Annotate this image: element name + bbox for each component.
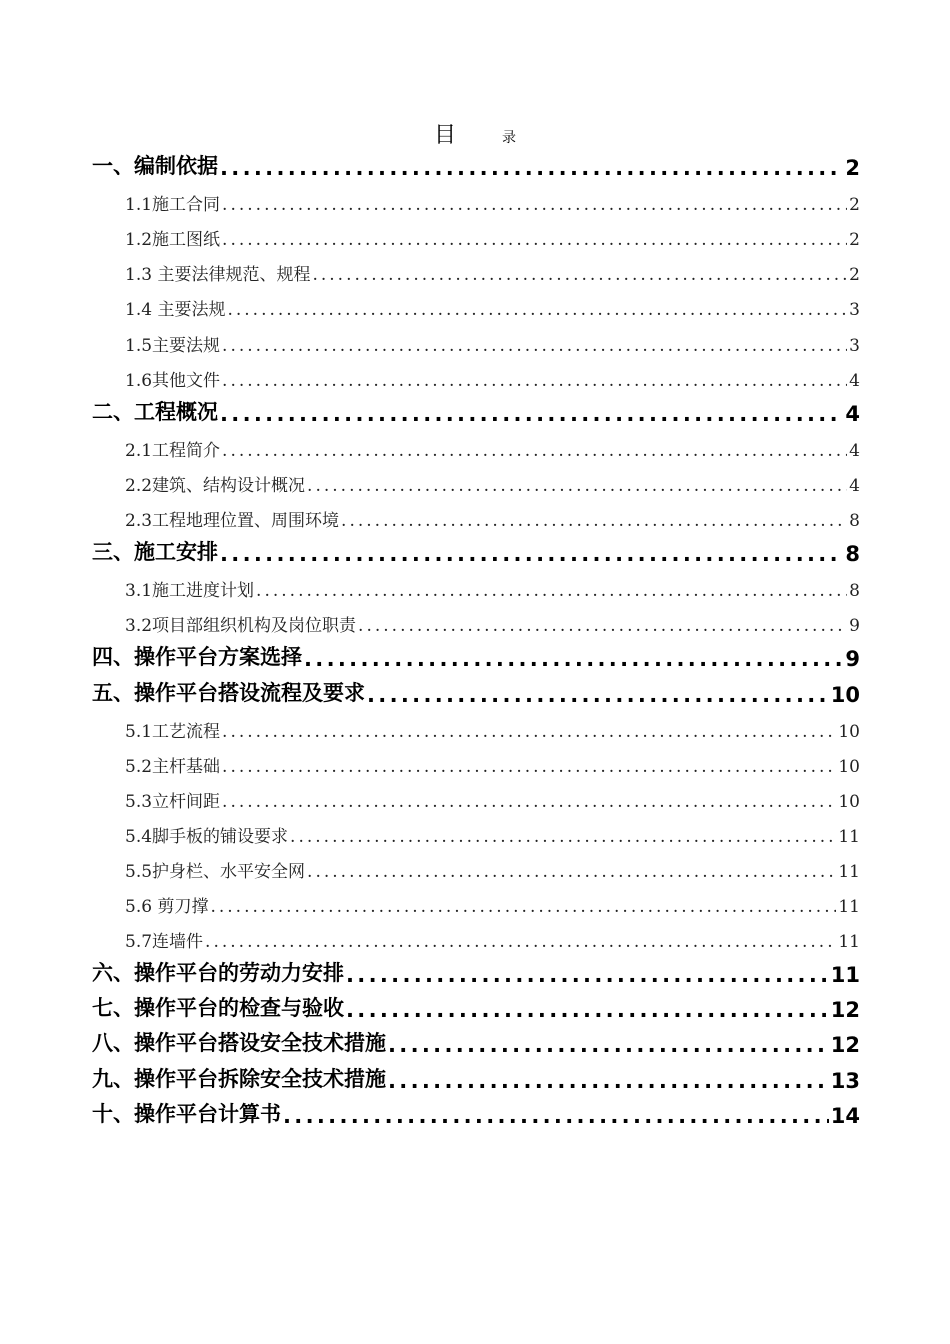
toc-entry-label: 2.1工程简介 (125, 440, 221, 461)
toc-section-entry[interactable] (92, 255, 860, 290)
toc-dot-leader (205, 932, 836, 952)
toc-page-number: 8 (849, 511, 860, 532)
toc-entry-label: 3.2项目部组织机构及岗位职责 (125, 616, 357, 637)
toc-page-number: 4 (849, 370, 860, 391)
toc-section-entry[interactable] (92, 185, 860, 220)
toc-entry-label: 1.6其他文件 (125, 370, 221, 391)
toc-dot-leader (304, 647, 843, 671)
toc-entry-label: 1.3 主要法律规范、规程 (125, 265, 311, 286)
toc-section-entry[interactable] (92, 220, 860, 255)
toc-dot-leader (220, 156, 843, 180)
toc-section-entry[interactable] (92, 431, 860, 466)
toc-page-number: 11 (838, 826, 860, 847)
toc-page-number: 10 (838, 721, 860, 742)
toc-section-entry[interactable] (92, 606, 860, 641)
toc-entry-label: 5.3立杆间距 (125, 791, 221, 812)
toc-dot-leader (222, 371, 847, 391)
toc-entry-label: 5.4脚手板的铺设要求 (125, 826, 289, 847)
toc-page-number: 4 (849, 475, 860, 496)
toc-dot-leader (220, 542, 843, 566)
toc-page-number: 12 (830, 1033, 860, 1058)
toc-entry-label: 三、施工安排 (92, 540, 218, 565)
toc-section-entry[interactable] (92, 782, 860, 817)
toc-chapter-entry[interactable] (92, 992, 860, 1027)
toc-section-entry[interactable] (92, 290, 860, 325)
toc-dot-leader (346, 963, 829, 987)
toc-page-number: 11 (838, 932, 860, 953)
toc-dot-leader (388, 1033, 829, 1057)
toc-section-entry[interactable] (92, 466, 860, 501)
toc-entry-label: 5.2主杆基础 (125, 756, 221, 777)
toc-page-number: 12 (830, 998, 860, 1023)
toc-chapter-entry[interactable] (92, 1098, 860, 1133)
toc-page-number: 14 (830, 1103, 860, 1128)
toc-entry-label: 七、操作平台的检查与验收 (92, 996, 344, 1021)
toc-title (0, 118, 950, 149)
toc-page-number: 13 (830, 1068, 860, 1093)
toc-dot-leader (341, 511, 847, 531)
toc-dot-leader (307, 862, 836, 882)
toc-dot-leader (222, 441, 847, 461)
toc-entry-label: 九、操作平台拆除安全技术措施 (92, 1066, 386, 1091)
toc-page-number: 10 (838, 756, 860, 777)
toc-page-number: 11 (830, 963, 860, 988)
toc-dot-leader (290, 827, 836, 847)
toc-dot-leader (210, 897, 836, 917)
toc-entry-label: 5.6 剪刀撑 (125, 897, 209, 918)
toc-entry-label: 八、操作平台搭设安全技术措施 (92, 1031, 386, 1056)
toc-page-number: 8 (845, 542, 860, 567)
toc-dot-leader (388, 1069, 829, 1093)
toc-entry-label: 十、操作平台计算书 (92, 1101, 281, 1126)
toc-dot-leader (358, 616, 847, 636)
toc-title-char-2: 录 (502, 130, 516, 146)
toc-entry-label: 1.1施工合同 (125, 195, 221, 216)
toc-entry-label: 1.2施工图纸 (125, 230, 221, 251)
toc-entry-label: 5.7连墙件 (125, 932, 204, 953)
toc-dot-leader (220, 402, 843, 426)
toc-dot-leader (222, 792, 836, 812)
toc-section-entry[interactable] (92, 922, 860, 957)
toc-section-entry[interactable] (92, 361, 860, 396)
toc-chapter-entry[interactable] (92, 676, 860, 711)
toc-page-number: 2 (849, 265, 860, 286)
toc-section-entry[interactable] (92, 571, 860, 606)
toc-section-entry[interactable] (92, 747, 860, 782)
toc-entry-label: 六、操作平台的劳动力安排 (92, 961, 344, 986)
toc-chapter-entry[interactable] (92, 957, 860, 992)
toc-page-number: 10 (838, 791, 860, 812)
toc-dot-leader (222, 722, 836, 742)
toc-entry-label: 1.5主要法规 (125, 335, 221, 356)
toc-chapter-entry[interactable] (92, 641, 860, 676)
toc-entry-label: 一、编制依据 (92, 154, 218, 179)
toc-page-number: 3 (849, 335, 860, 356)
toc-chapter-entry[interactable] (92, 150, 860, 185)
toc-page-number: 11 (838, 861, 860, 882)
toc-entry-label: 五、操作平台搭设流程及要求 (92, 680, 365, 705)
toc-section-entry[interactable] (92, 501, 860, 536)
toc-dot-leader (312, 265, 847, 285)
toc-chapter-entry[interactable] (92, 396, 860, 431)
toc-section-entry[interactable] (92, 852, 860, 887)
toc-chapter-entry[interactable] (92, 1027, 860, 1062)
toc-dot-leader (346, 998, 829, 1022)
toc-entry-label: 二、工程概况 (92, 399, 218, 424)
toc-section-entry[interactable] (92, 817, 860, 852)
toc-dot-leader (222, 195, 847, 215)
toc-entry-label: 2.2建筑、结构设计概况 (125, 475, 306, 496)
toc-dot-leader (222, 757, 836, 777)
toc-entry-label: 2.3工程地理位置、周围环境 (125, 511, 340, 532)
toc-dot-leader (222, 230, 847, 250)
toc-page-number: 4 (845, 401, 860, 426)
toc-chapter-entry[interactable] (92, 536, 860, 571)
toc-entry-label: 5.5护身栏、水平安全网 (125, 861, 306, 882)
toc-page-number: 2 (845, 156, 860, 181)
toc-page-number: 3 (849, 300, 860, 321)
toc-page-number: 11 (838, 897, 860, 918)
toc-dot-leader (367, 683, 829, 707)
table-of-contents (92, 150, 860, 1133)
toc-dot-leader (307, 476, 847, 496)
toc-page-number: 8 (849, 581, 860, 602)
toc-dot-leader (256, 581, 847, 601)
toc-dot-leader (283, 1104, 829, 1128)
toc-title-char-1: 目 (433, 123, 456, 148)
toc-page-number: 2 (849, 195, 860, 216)
toc-section-entry[interactable] (92, 325, 860, 360)
toc-section-entry[interactable] (92, 712, 860, 747)
toc-entry-label: 四、操作平台方案选择 (92, 645, 302, 670)
toc-dot-leader (227, 300, 847, 320)
toc-section-entry[interactable] (92, 887, 860, 922)
toc-page-number: 9 (845, 647, 860, 672)
toc-dot-leader (222, 336, 847, 356)
toc-page-number: 9 (849, 616, 860, 637)
toc-page-number: 4 (849, 440, 860, 461)
toc-entry-label: 3.1施工进度计划 (125, 581, 255, 602)
toc-entry-label: 1.4 主要法规 (125, 300, 226, 321)
toc-page-number: 2 (849, 230, 860, 251)
toc-chapter-entry[interactable] (92, 1062, 860, 1097)
toc-page-number: 10 (830, 682, 860, 707)
toc-entry-label: 5.1工艺流程 (125, 721, 221, 742)
